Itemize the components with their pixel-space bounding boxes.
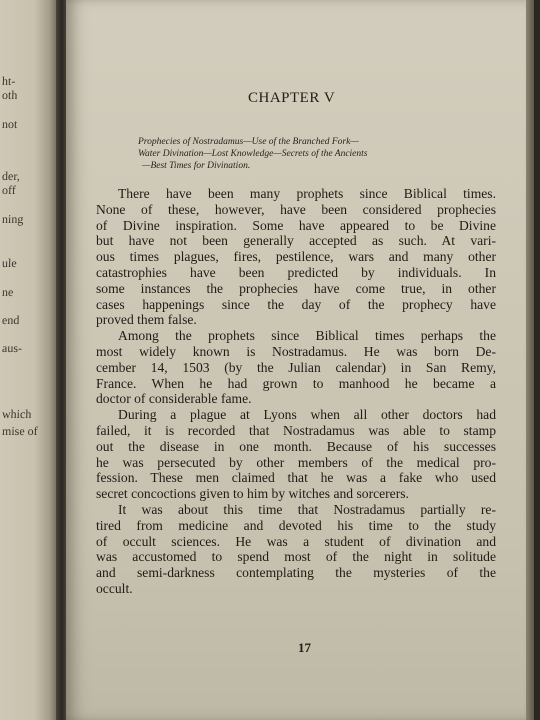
text-line: cases happenings since the day of the prophecy have: [96, 296, 496, 312]
text-line: secret concoctions given to him by witches and sorcerers.: [96, 486, 409, 502]
text-line: was accustomed to spend most of the night in solitude: [96, 549, 496, 565]
chapter-title: CHAPTER V: [248, 90, 336, 106]
page-right-edge: [526, 0, 534, 720]
chapter-synopsis: [138, 136, 458, 172]
text-line: failed, it is recorded that Nostradamus was able to stamp: [96, 422, 496, 438]
text-line: out the disease in one month. Because of his successes: [96, 438, 496, 454]
text-line: he was persecuted by other members of the medical pro-: [96, 454, 496, 470]
text-line: There have been many prophets since Biblical times.: [118, 186, 496, 201]
text-line: but have not been generally accepted as such. At vari-: [96, 233, 496, 249]
page-number: 17: [298, 640, 311, 655]
text-line: tired from medicine and devoted his time to the study: [96, 517, 496, 533]
text-line: fession. These men claimed that he was a fake who used: [96, 470, 496, 486]
text-line: some instances the prophecies have come true, in other: [96, 280, 496, 296]
left-facing-page: [0, 0, 58, 720]
left-page-fragment: ning: [1, 212, 24, 226]
text-line: cember 14, 1503 (by the Julian calendar) in San Remy,: [96, 359, 496, 375]
left-page-fragment: ne: [1, 285, 14, 299]
left-page-fragment: ule: [1, 256, 17, 270]
synopsis-line: Water Divination—Lost Knowledge—Secrets of the Ancients: [138, 149, 368, 159]
text-line: proved them false.: [96, 312, 197, 328]
book-page: [66, 0, 534, 720]
text-line: most widely known is Nostradamus. He was born De-: [96, 343, 496, 359]
left-page-fragment: mise of: [1, 424, 38, 438]
synopsis-line: Prophecies of Nostradamus—Use of the Branched Fork—: [138, 137, 359, 147]
left-page-fragment: aus-: [1, 341, 23, 355]
text-line: occult.: [96, 580, 133, 596]
body-text: [96, 186, 496, 597]
text-line: of Divine inspiration. Some have appeared to be Divine: [96, 217, 496, 233]
left-page-fragment: off: [1, 183, 17, 197]
left-page-fragment: ht-: [1, 74, 16, 88]
text-line: catastrophies have been predicted by individuals. In: [96, 264, 496, 280]
text-line: and semi-darkness contemplating the mysteries of the: [96, 565, 496, 581]
left-page-fragment: der,: [1, 169, 21, 183]
text-line: ous times plagues, fires, pestilence, wars and many other: [96, 249, 496, 265]
text-line: During a plague at Lyons when all other doctors had: [118, 407, 496, 423]
text-line: France. When he had grown to manhood he became a: [96, 375, 496, 391]
text-line: Among the prophets since Biblical times perhaps the: [118, 328, 496, 344]
text-line: of occult sciences. He was a student of divination and: [96, 533, 496, 549]
text-line: It was about this time that Nostradamus partially re-: [118, 501, 496, 517]
left-page-fragment: oth: [1, 88, 18, 102]
left-page-fragment: end: [1, 313, 20, 327]
left-page-fragment: not: [1, 117, 18, 131]
text-line: None of these, however, have been considered prophecies: [96, 201, 496, 217]
left-page-fragment: which: [1, 407, 32, 421]
synopsis-line: —Best Times for Divination.: [142, 161, 251, 171]
text-line: doctor of considerable fame.: [96, 391, 252, 407]
